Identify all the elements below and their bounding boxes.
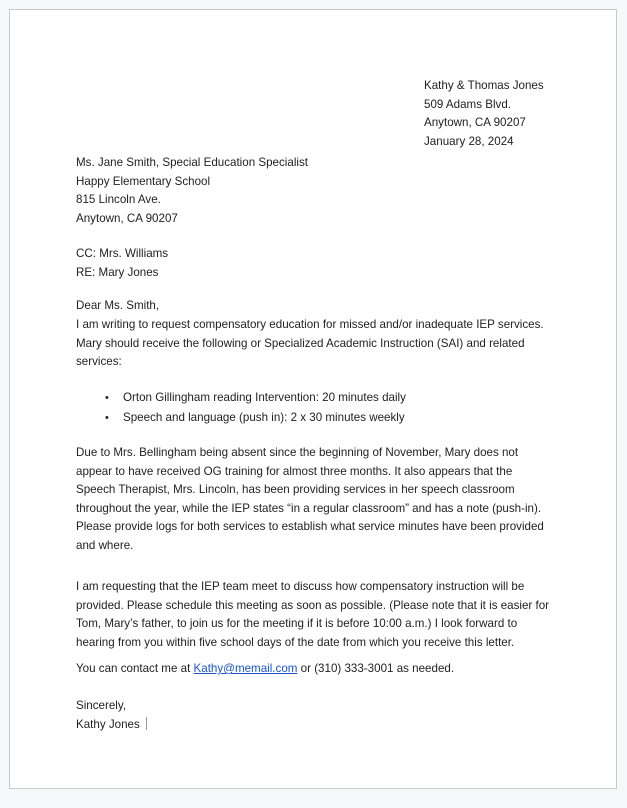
list-item-label: Orton Gillingham reading Intervention: 20 minutes daily bbox=[123, 391, 406, 404]
valediction: Sincerely, bbox=[76, 699, 127, 712]
reference-block bbox=[76, 245, 476, 282]
bullet-icon: • bbox=[105, 412, 109, 424]
re-line: RE: Mary Jones bbox=[76, 265, 159, 279]
letter-date: January 28, 2024 bbox=[424, 134, 514, 148]
sender-line-name: Kathy & Thomas Jones bbox=[424, 79, 544, 92]
paragraph-meeting-request: I am requesting that the IEP team meet to discuss how compensatory instruction will be provided. Please schedule this meeting as soon as possible. (Please note that it is easier for Tom, Mary’s father, to join us for the meeting if it is before 10:00 a.m.) I look forward to hearing from you within five school days of the date from which you receive this letter. bbox=[76, 580, 550, 649]
paragraph-contact bbox=[76, 660, 546, 679]
document-page bbox=[9, 9, 617, 789]
list-item bbox=[76, 388, 536, 408]
recipient-line-street: 815 Lincoln Ave. bbox=[76, 193, 161, 207]
paragraph-intro: I am writing to request compensatory education for missed and/or inadequate IEP services. Mary should receive the following or Specialized Academic Instruction (SAI) and related services: bbox=[76, 318, 544, 369]
services-list bbox=[76, 388, 536, 428]
bullet-icon: • bbox=[105, 392, 109, 404]
letter-body[interactable] bbox=[10, 10, 616, 788]
recipient-line-organization: Happy Elementary School bbox=[76, 174, 211, 188]
contact-prefix: You can contact me at bbox=[76, 662, 194, 675]
contact-suffix: or (310) 333-3001 as needed. bbox=[297, 662, 455, 675]
salutation: Dear Ms. Smith, bbox=[76, 299, 160, 312]
cc-line: CC: Mrs. Williams bbox=[76, 247, 169, 260]
closing-block bbox=[76, 697, 376, 734]
recipient-line-name: Ms. Jane Smith, Special Education Specialist bbox=[76, 156, 308, 169]
paragraph-service-concerns: Due to Mrs. Bellingham being absent since the beginning of November, Mary does not appear to have received OG training for almost three months. It also appears that the Speech Therapist, Mrs. Lincoln, has been providing services in her speech classroom throughout the year, while the IEP states “in a regular classroom” and has a note (push-in). Please provide logs for both services to establish what service minutes have been provided and where. bbox=[76, 446, 544, 552]
signature-name: Kathy Jones bbox=[76, 717, 140, 731]
recipient-line-city: Anytown, CA 90207 bbox=[76, 211, 178, 225]
list-item bbox=[76, 408, 536, 428]
text-cursor-caret bbox=[146, 717, 147, 730]
sender-address-block bbox=[424, 77, 617, 151]
recipient-address-block bbox=[76, 154, 476, 228]
sender-line-city: Anytown, CA 90207 bbox=[424, 116, 526, 130]
sender-line-street: 509 Adams Blvd. bbox=[424, 97, 512, 111]
email-link[interactable]: Kathy@memail.com bbox=[193, 662, 298, 675]
signature-line bbox=[76, 716, 376, 735]
list-item-label: Speech and language (push in): 2 x 30 minutes weekly bbox=[123, 411, 405, 424]
